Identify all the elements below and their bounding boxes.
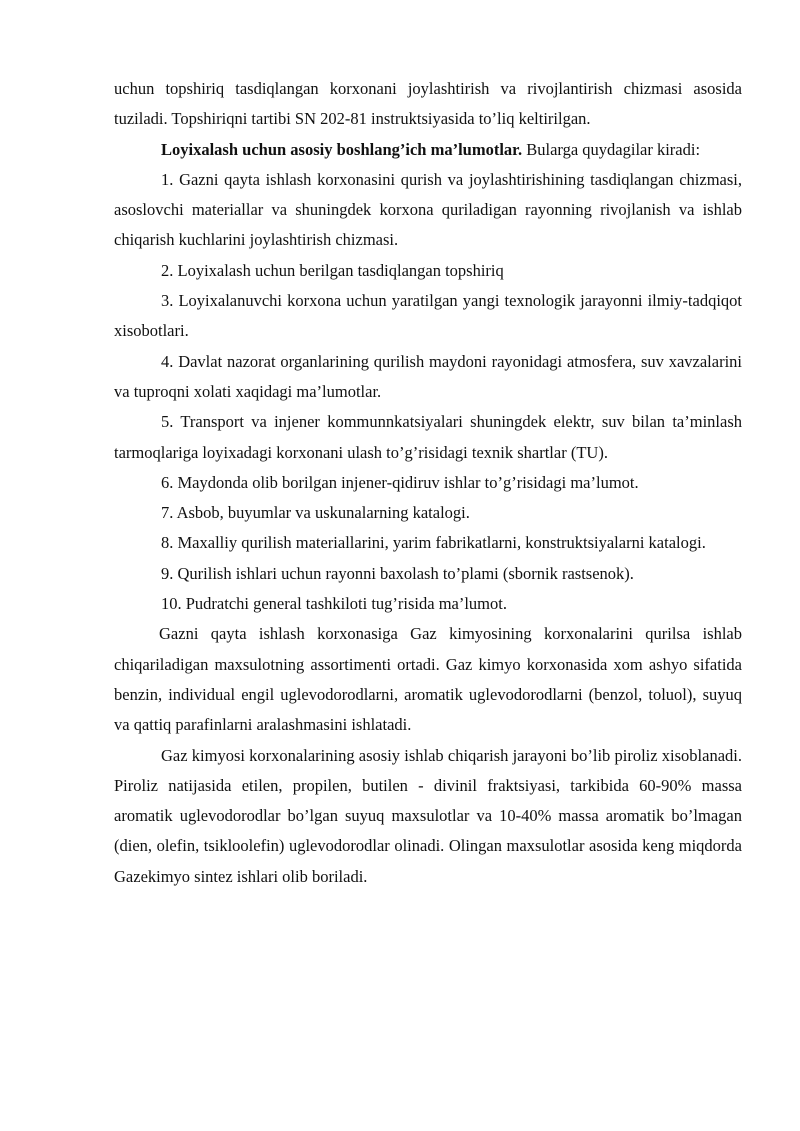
list-item-4: 4. Davlat nazorat organlarining qurilish maydoni rayonidagi atmosfera, suv xavzalarini va tuproqni xolati xaqidagi ma’lumotlar.	[114, 351, 742, 401]
paragraph-gas-chemistry-assortment: Gazni qayta ishlash korxonasiga Gaz kimyosining korxonalarini qurilsa ishlab chiqariladigan maxsulotning assortimenti ortadi. Gaz kimyo korxonasida xom ashyo sifatida benzin, individual engil uglevodorodlarni, aromatik uglevodorodlarni (benzol, toluol), suyuq va qattiq parafinlarni aralashmasini ishlatadi.	[114, 624, 742, 735]
list-item-7: 7. Asbob, buyumlar va uskunalarning katalogi.	[161, 503, 470, 523]
list-item-5: 5. Transport va injener kommunnkatsiyalari shuningdek elektr, suv bilan ta’minlash tarmoqlariga loyixadagi korxonani ulash to’g’risidagi texnik shartlar (TU).	[114, 412, 742, 462]
section-heading-initial-data: Loyixalash uchun asosiy boshlang’ich ma’lumotlar.	[161, 139, 523, 159]
list-item-10: 10. Pudratchi general tashkiloti tug’risida ma’lumot.	[161, 594, 507, 614]
paragraph-initial-data-text: Bularga quydagilar kiradi:	[522, 139, 701, 159]
paragraph-intro-continuation: uchun topshiriq tasdiqlangan korxonani joylashtirish va rivojlantirish chizmasi asosida tuziladi. Topshiriqni tartibi SN 202-81 instruktsiyasida to’liq keltirilgan.	[114, 79, 742, 129]
list-item-8: 8. Maxalliy qurilish materiallarini, yarim fabrikatlarni, konstruktsiyalarni katalogi.	[161, 533, 706, 553]
paragraph-initial-data	[114, 135, 742, 165]
list-item-3: 3. Loyixalanuvchi korxona uchun yaratilgan yangi texnologik jarayonni ilmiy-tadqiqot xisobotlari.	[114, 291, 742, 341]
list-item-1: 1. Gazni qayta ishlash korxonasini qurish va joylashtirishining tasdiqlangan chizmasi, asoslovchi materiallar va shuningdek korxona quriladigan rayonning rivojlanish va ishlab chiqarish kuchlarini joylashtirish chizmasi.	[114, 169, 742, 250]
list-item-6: 6. Maydonda olib borilgan injener-qidiruv ishlar to’g’risidagi ma’lumot.	[161, 472, 639, 492]
list-item-9: 9. Qurilish ishlari uchun rayonni baxolash to’plami (sbornik rastsenok).	[161, 563, 634, 583]
paragraph-pyrolysis: Gaz kimyosi korxonalarining asosiy ishlab chiqarish jarayoni bo’lib piroliz xisoblanadi. Piroliz natijasida etilen, propilen, butilen - divinil fraktsiyasi, tarkibida 60-90% massa aromatik uglevodorodlar bo’lgan suyuq maxsulotlar va 10-40% massa aromatik bo’lmagan (dien, olefin, tsikloolefin) uglevodorodlar olinadi. Olingan maxsulotlar asosida keng miqdorda Gazekimyo sintez ishlari olib boriladi.	[114, 745, 742, 886]
document-page	[114, 74, 742, 892]
list-item-2: 2. Loyixalash uchun berilgan tasdiqlangan topshiriq	[161, 260, 504, 280]
